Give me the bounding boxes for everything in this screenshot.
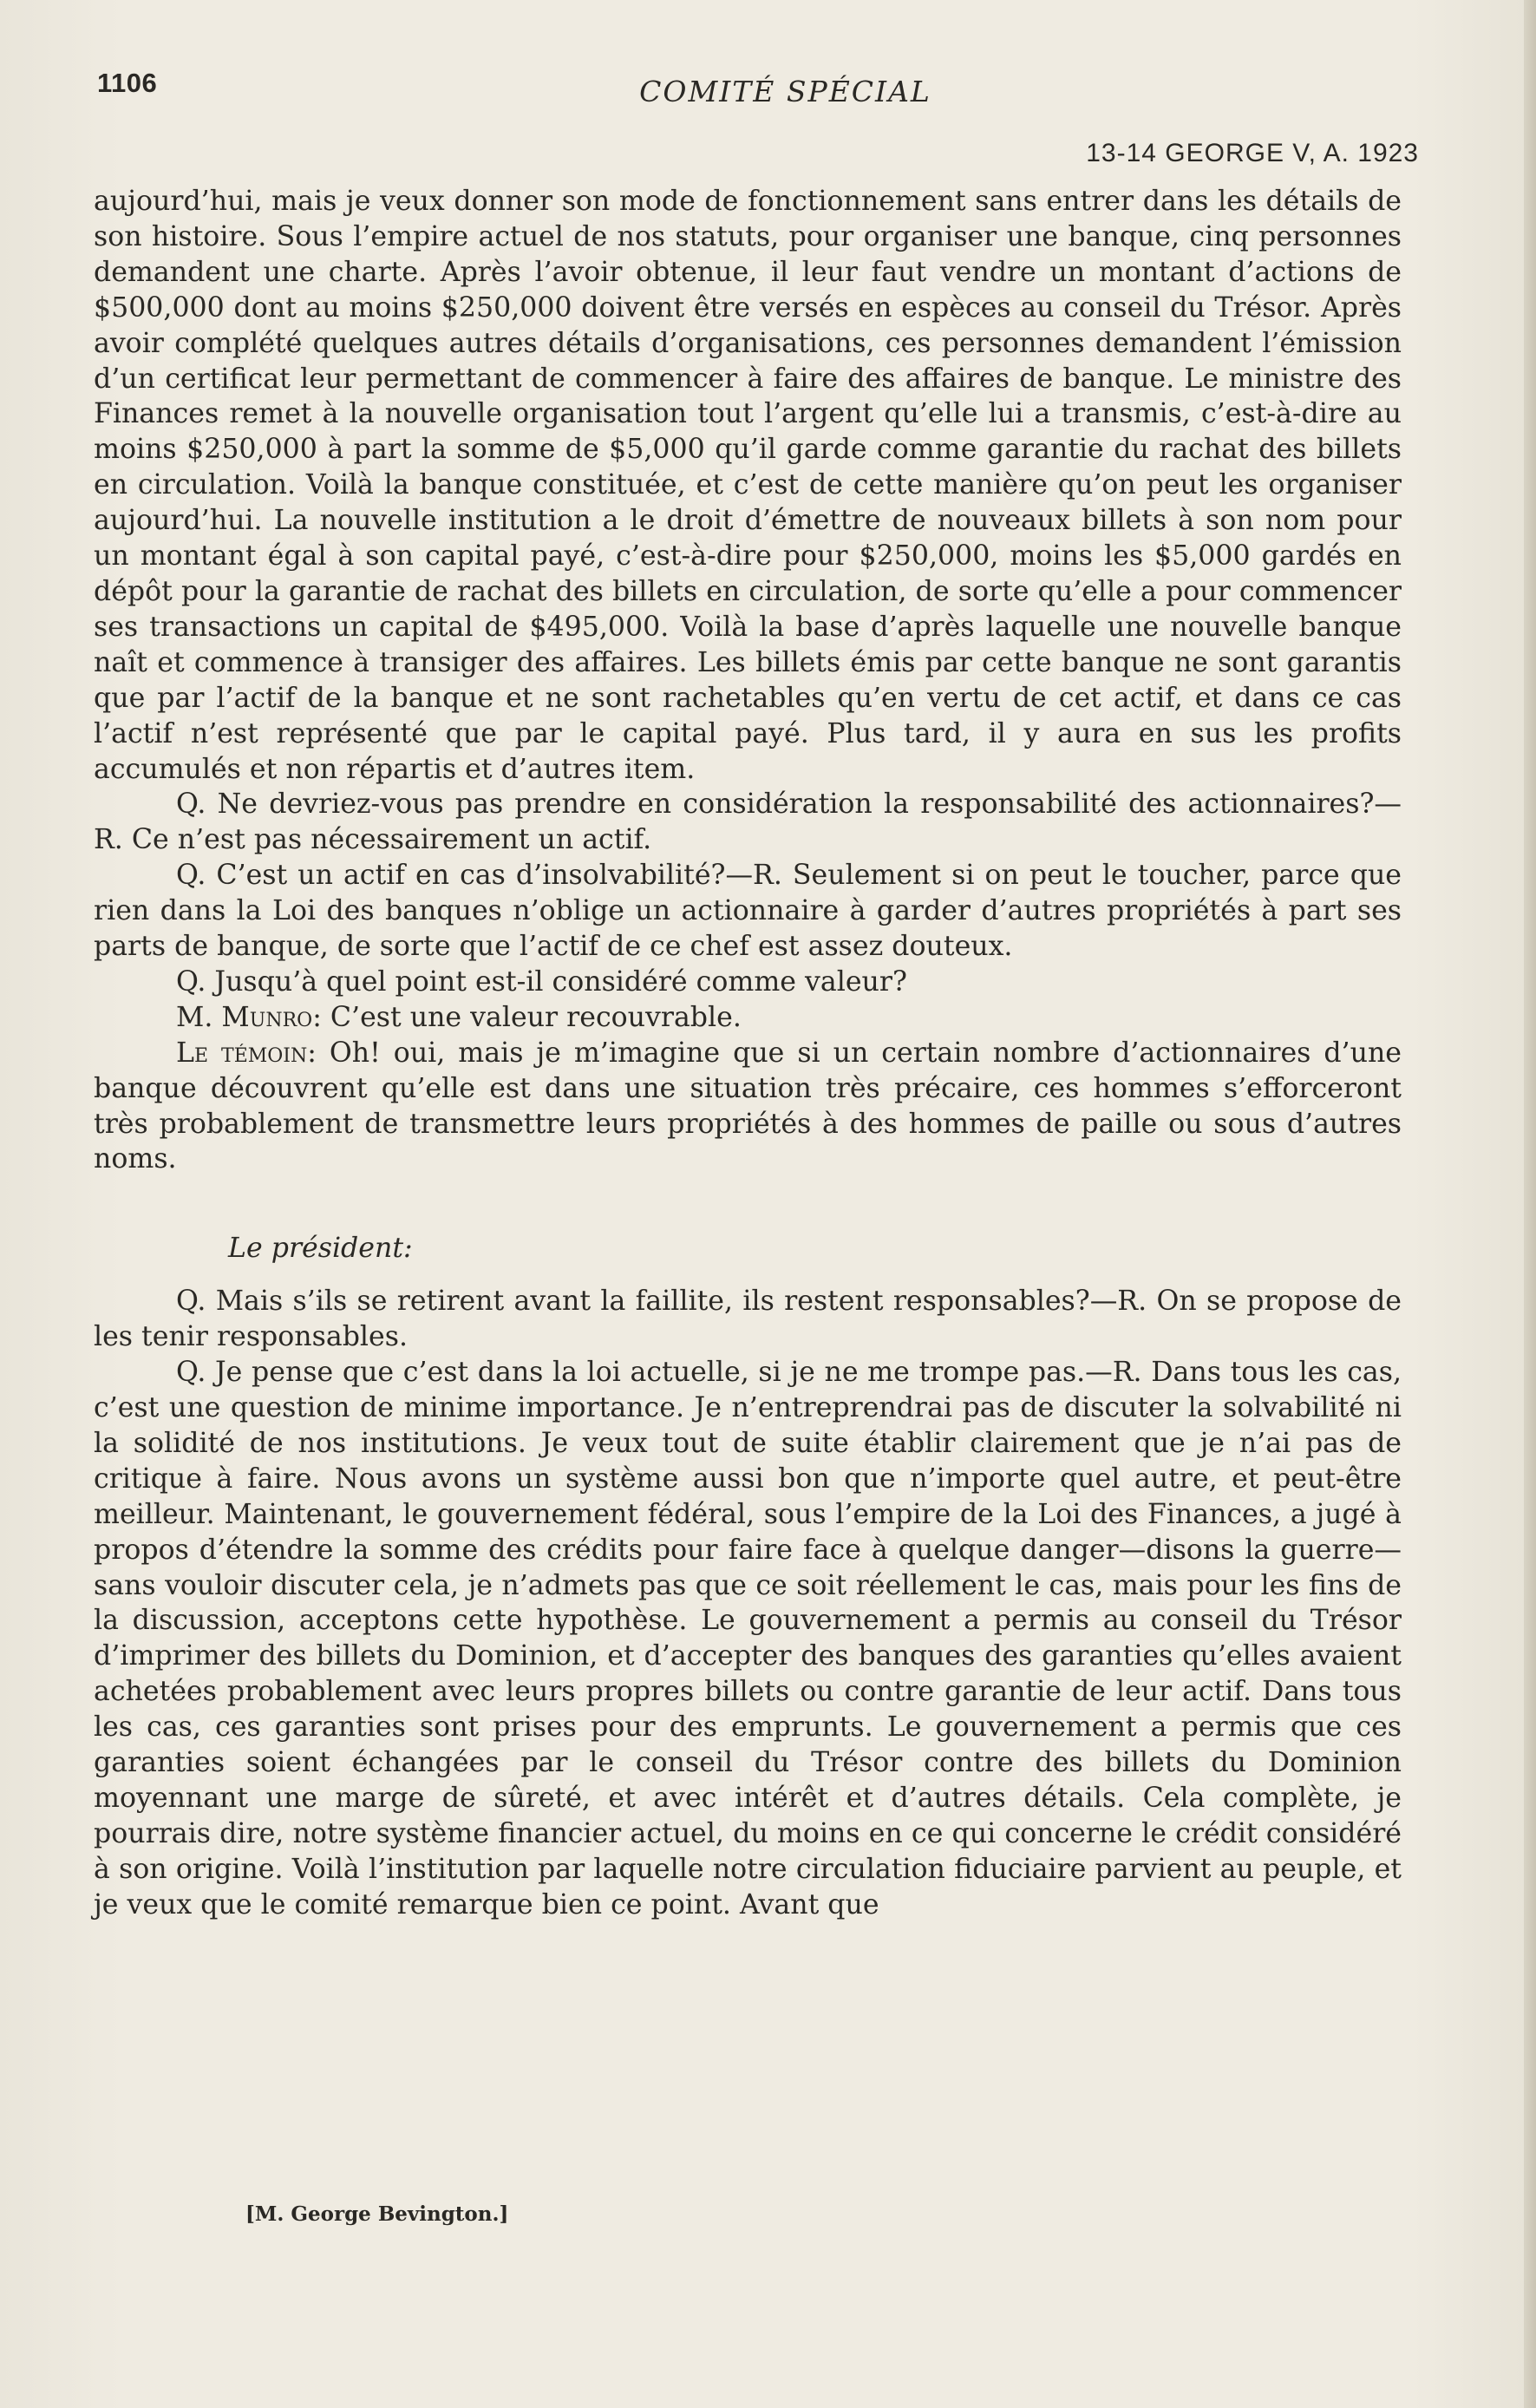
session-header: 13-14 GEORGE V, A. 1923 <box>1086 139 1419 167</box>
paragraph-bank-organization: aujourd’hui, mais je veux donner son mode de fonctionnement sans entrer dans les détails de son histoire. Sous l’empire actuel de nos statuts, pour organiser une banque, cinq personnes demandent une charte. Après l’avoir obtenue, il leur faut vendre un montant d’actions de $500,000 dont au moins $250,000 doivent être versés en espèces au conseil du Trésor. Après avoir complété quelques autres détails d’organisations, ces personnes demandent l’émission d’un certificat leur permettant de commencer à faire des affaires de banque. Le ministre des Finances remet à la nouvelle organisation tout l’argent qu’elle lui a transmis, c’est-à-dire au moins $250,000 à part la somme de $5,000 qu’il garde comme garantie du rachat des billets en circulation. Voilà la banque constituée, et c’est de cette manière qu’on peut les organiser aujourd’hui. La nouvelle institution a le droit d’émettre de nouveaux billets à son nom pour un montant égal à son capital payé, c’est-à-dire pour $250,000, moins les $5,000 gardés en dépôt pour la garantie de rachat des billets en circulation, de sorte qu’elle a pour commencer ses transactions un capital de $495,000. Voilà la base d’après laquelle une nouvelle banque naît et commence à transiger des affaires. Les billets émis par cette banque ne sont garantis que par l’actif de la banque et ne sont rachetables qu’en vertu de cet actif, et dans ce cas l’actif n’est représenté que par le capital payé. Plus tard, il y aura en sus les profits accumulés et non répartis et d’autres item. <box>94 186 1402 785</box>
body-text <box>94 184 1402 1923</box>
paragraph-financial-system: Q. Je pense que c’est dans la loi actuelle, si je ne me trompe pas.—R. Dans tous les cas, c’est une question de minime importance. Je n’entreprendrai pas de discuter la solvabilité ni la solidité de nos institutions. Je veux tout de suite établir clairement que je n’ai pas de critique à faire. Nous avons un système aussi bon que n’importe quel autre, et peut-être meilleur. Maintenant, le gouvernement fédéral, sous l’empire de la Loi des Finances, a jugé à propos d’étendre la somme des crédits pour faire face à quelque danger—disons la guerre—sans vouloir discuter cela, je n’admets pas que ce soit réellement le cas, mais pour les fins de la discussion, acceptons cette hypothèse. Le gouvernement a permis au conseil du Trésor d’imprimer des billets du Dominion, et d’accepter des banques des garanties qu’elles avaient achetées probablement avec leurs propres billets ou contre garantie de leur actif. Dans tous les cas, ces garanties sont prises pour des emprunts. Le gouvernement a permis que ces garanties soient échangées par le conseil du Trésor contre des billets du Dominion moyennant une marge de sûreté, et avec intérêt et d’autres détails. Cela complète, je pourrais dire, notre système financier actuel, du moins en ce qui concerne le crédit considéré à son origine. Voilà l’institution par laquelle notre circulation fiduciaire parvient au peuple, et je veux que le comité remarque bien ce point. Avant que <box>94 1357 1402 1921</box>
page-number: 1106 <box>97 68 158 98</box>
witness-footnote: [M. George Bevington.] <box>245 2202 509 2226</box>
remark-text: : C’est une valeur recouvrable. <box>312 1001 742 1033</box>
speaker-name: M. Munro <box>176 1001 313 1033</box>
paragraph-insolvency-asset: Q. C’est un actif en cas d’insolvabilité?—R. Seulement si on peut le toucher, parce que rien dans la Loi des banques n’oblige un actionnaire à garder d’autres propriétés à part ses parts de banque, de sorte que l’actif de ce chef est assez douteux. <box>94 860 1402 963</box>
speaker-heading: Le président: <box>228 1233 413 1265</box>
paragraph-value-question: Q. Jusqu’à quel point est-il considéré comme valeur? <box>176 965 907 998</box>
paragraph-withdrawal-liability: Q. Mais s’ils se retirent avant la faillite, ils restent responsables?—R. On se propose de les tenir responsables. <box>94 1286 1402 1353</box>
remark-text: : Oh! oui, mais je m’imagine que si un certain nombre d’actionnaires d’une banque découvrent qu’elle est dans une situation très précaire, ces hommes s’efforceront très probablement de transmettre leurs propriétés à des hommes de paille ou sous d’autres noms. <box>94 1037 1402 1175</box>
paragraph-witness-remark <box>94 1036 1402 1178</box>
page-edge <box>1524 0 1536 2408</box>
paragraph-munro-remark <box>94 1000 1402 1036</box>
paragraph-shareholder-liability: Q. Ne devriez-vous pas prendre en considération la responsabilité des actionnaires?—R. Ce n’est pas nécessairement un actif. <box>94 788 1402 856</box>
speaker-name: Le témoin <box>176 1037 308 1069</box>
running-title: COMITÉ SPÉCIAL <box>639 75 931 108</box>
